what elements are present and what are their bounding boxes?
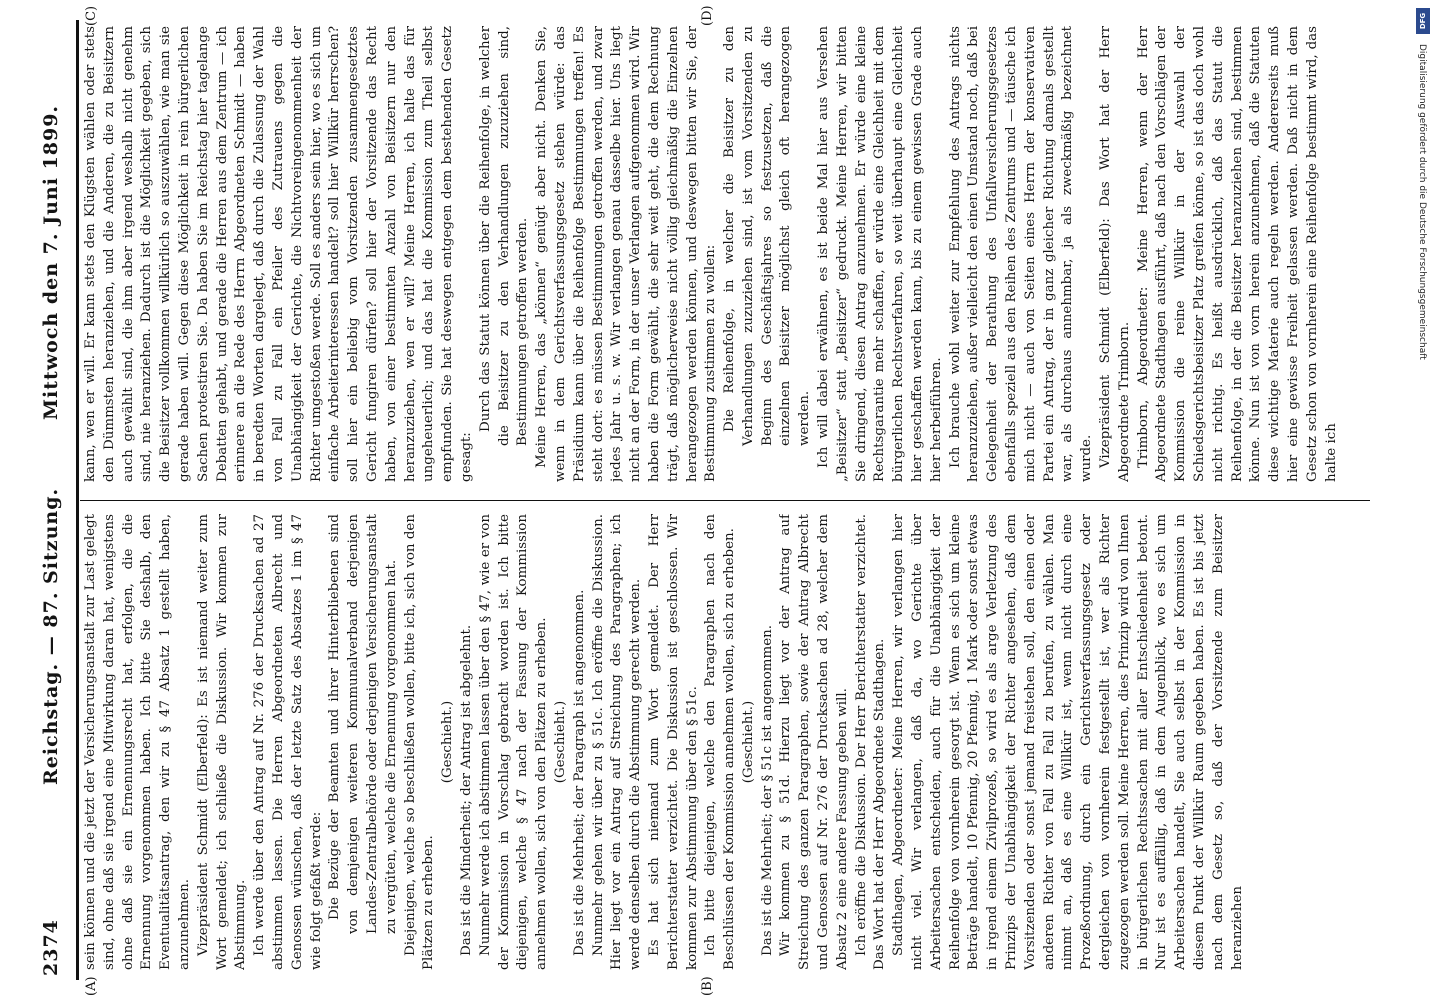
paragraph: Vizepräsident Schmidt (Elberfeld): Das Wort hat der Herr Abgeordnete Trimborn. — [1098, 26, 1132, 482]
procedural-note: (Geschieht.) — [740, 700, 756, 784]
procedural-note: (Geschieht.) — [552, 700, 568, 784]
dfg-logo-icon: DFG — [1416, 8, 1430, 34]
header-title: Reichstag. — 87. Sitzung. — [40, 487, 62, 785]
paragraph: Das ist die Mehrheit; der Paragraph ist angenommen. — [571, 589, 587, 956]
column-divider — [80, 500, 1370, 501]
marker-a: (A) — [84, 976, 99, 996]
paragraph: Ich brauche wohl weiter zur Empfehlung des Antrags nichts heranzuziehen, außer vielleicht den einen Umstand noch, daß bei Gelegenheit der Berathung des Unfallversicherungsgesetzes ebenfalls speziell aus den Reihen des Zentrums und — täusche ich mich nicht — auch von Seiten eines Herrn der konservativen Partei ein Antrag, der in ganz gleicher Richtung damals gestellt war, als durchaus annehmbar, ja als zweckmäßig bezeichnet wurde. — [947, 26, 1095, 482]
page-header — [36, 0, 72, 1000]
digitization-credit — [1414, 8, 1432, 998]
marker-b: (B) — [700, 976, 715, 996]
paragraph: Nunmehr werde ich abstimmen lassen über den § 47, wie er von der Kommission in Vorschlag gebracht worden ist. Ich bitte diejenigen, welche § 47 nach der Fassung der Kommission annehmen wollen, sich von den Plätzen zu erheben. — [477, 514, 550, 970]
quoted-amendment: Die Bezüge der Beamten und ihrer Hinterbliebenen sind von demjenigen weiteren Kommunalverband derjenigen Landes-Zentralbehörde oder derjenigen Versicherungsanstalt zu vergüten, welche die Ernennung vorgenommen hat. — [327, 514, 399, 934]
marker-c: (C) — [84, 5, 99, 26]
page-number: 2374 — [40, 919, 62, 976]
quoted-amendment: Die Reihenfolge, in welcher die Beisitzer zu den Verhandlungen zuzuziehen sind, ist vom Vorsitzenden zu Beginn des Geschäftsjahres so festzusetzen, daß die einzelnen Beisitzer möglichst gleich oft herangezogen werden. — [722, 26, 813, 446]
left-column — [82, 514, 1382, 970]
procedural-note: (Geschieht.) — [440, 700, 456, 784]
paragraph: kann, wen er will. Er kann stets den Klügsten wählen oder stets den Dümmsten heranziehen, und die Anderen, die zu Beisitzern auch gewählt sind, die ihm aber irgend weshalb nicht genehm sind, nie heranziehen. Dadurch ist die Möglichkeit gegeben, sich die Beisitzer vollkommen willkürlich so auszuwählen, wie man sie gerade haben will. Gegen diese Möglichkeit in rein bürgerlichen Sachen protestiren Sie. Da haben Sie im Reichstag hier tagelange Debatten gehabt, und gerade die Herren aus dem Zentrum — ich erinnere an die Rede des Herrn Abgeordneten Schmidt — haben in beredten Worten dargelegt, daß durch die Zulassung der Wahl von Fall zu Fall ein Pfeiler des Zutrauens gegen die Unabhängigkeit der Gerichte, die Nichtvoreingenommenheit der Richter umgestoßen werde. Soll es anders sein hier, wo es sich um einfache Arbeiterinteressen handelt? soll hier Willkür herrschen? soll hier ein beliebig vom Vorsitzenden zusammengesetztes Gericht fungiren dürfen? soll hier der Vorsitzende das Recht haben, von einer bestimmten Anzahl von Beisitzern nur den heranzuziehen, wen er will? Meine Herren, ich halte das für ungeheuerlich; und das hat die Kommission zum Theil selbst empfunden. Sie hat deswegen entgegen dem bestehenden Gesetz gesagt: — [83, 26, 474, 482]
quoted-statute: Durch das Statut können über die Reihenfolge, in welcher die Beisitzer zu den Verhandlungen zuzuziehen sind, Bestimmungen getroffen werden. — [477, 26, 531, 446]
paragraph: Meine Herren, das „können“ genügt aber nicht. Denken Sie, wenn in dem Gerichtsverfassungsgesetz stehen würde: das Präsidium kann über die Reihenfolge Bestimmungen treffen! Es steht dort: es müssen Bestimmungen getroffen werden, und zwar jedes Jahr u. s. w. Wir verlangen genau dasselbe hier. Uns liegt nicht an der Form, in der unser Verlangen aufgenommen wird. Wir haben die Form gewählt, die sehr weit geht, die dem Rechnung trägt, daß möglicherweise nicht völlig gleichmäßig die Einzelnen herangezogen werden können, und deswegen bitten wir Sie, der Bestimmung zustimmen zu wollen: — [534, 26, 719, 482]
paragraph: Vizepräsident Schmidt (Elberfeld): Es ist niemand weiter zum Wort gemeldet; ich schließe die Diskussion. Wir kommen zur Abstimmung. — [195, 514, 249, 970]
paragraph: Diejenigen, welche so beschließen wollen, bitte ich, sich von den Plätzen zu erheben. — [402, 514, 437, 970]
paragraph: Ich eröffne die Diskussion. Der Herr Berichterstatter verzichtet. Das Wort hat der Herr Abgeordnete Stadthagen. — [853, 514, 888, 970]
credit-text: Digitalisierung gefördert durch die Deutsche Forschungsgemeinschaft — [1417, 44, 1427, 360]
paragraph: Es hat sich niemand zum Wort gemeldet. Der Herr Berichterstatter verzichtet. Die Diskussion ist geschlossen. Wir kommen zur Abstimmung über den § 51c. — [646, 514, 700, 970]
header-rule — [76, 20, 79, 980]
paragraph: Das ist die Mehrheit; der § 51c ist angenommen. — [759, 625, 775, 956]
right-column — [82, 26, 1382, 482]
paragraph: Wir kommen zu § 51d. Hierzu liegt vor der Antrag auf Streichung des ganzen Paragraphen, sowie der Antrag Albrecht und Genossen auf Nr. 276 der Drucksachen ad 28, welcher dem Absatz 2 eine andere Fassung geben will. — [778, 514, 850, 970]
paragraph: sein können und die jetzt der Versicherungsanstalt zur Last gelegt sind, ohne daß sie irgend eine Mitwirkung daran hat, wenigstens ohne daß sie ein Ernennungsrecht hat, erfolgen, die die Ernennung vorgenommen haben. Ich bitte Sie deshalb, den Eventualitätsantrag, den wir zu § 47 Absatz 1 gestellt haben, anzunehmen. — [83, 514, 192, 970]
speech-paragraph: Stadthagen, Abgeordneter: Meine Herren, wir verlangen hier nicht viel. Wir verlangen, daß da, wo Gerichte über Arbeitersachen entscheiden, auch für die Unabhängigkeit der Reihenfolge von vornherein gesorgt ist. Wenn es sich um kleine Beträge handelt, 10 Pfennig, 20 Pfennig, 1 Mark oder sonst etwas in irgend einem Zivilprozeß, so wird es als arge Verletzung des Prinzips der Unabhängigkeit der Richter angesehen, daß dem Vorsitzenden oder sonst jemand freistehen soll, den einen oder anderen Richter von Fall zu Fall zu berufen, zu wählen. Man nimmt an, daß es eine Willkür ist, wenn nicht durch eine Prozeßordnung, durch ein Gerichtsverfassungsgesetz oder dergleichen von vornherein festgestellt ist, wer als Richter zugezogen werden soll. Meine Herren, dies Prinzip wird von Ihnen in bürgerlichen Rechtssachen mit aller Entschiedenheit betont. Nur ist es auffällig, daß in dem Augenblick, wo es sich um Arbeitersachen handelt, Sie auch selbst in der Kommission in diesem Punkt der Willkür Raum gegeben haben. Es ist bis jetzt nach dem Gesetz so, daß der Vorsitzende zum Beisitzer heranziehen — [891, 514, 1245, 970]
speech-paragraph: Trimborn, Abgeordneter: Meine Herren, wenn der Herr Abgeordnete Stadthagen ausführt, daß nach den Vorschlägen der Kommission die reine Willkür in der Auswahl der Schiedsgerichtsbeisitzer Platz greifen könne, so ist das doch wohl nicht richtig. Es heißt ausdrücklich, daß das Statut die Reihenfolge, in der die Beisitzer heranzuziehen sind, bestimmen könne. Nun ist von vorn herein anzunehmen, daß die Statuten diese wichtige Materie auch regeln werden. Andererseits muß hier eine gewisse Freiheit gelassen werden. Daß nicht in dem Gesetz schon von vornherein eine Reihenfolge bestimmt wird, das halte ich — [1135, 26, 1339, 482]
paragraph: Ich bitte diejenigen, welche den Paragraphen nach den Beschlüssen der Kommission annehmen wollen, sich zu erheben. — [703, 514, 738, 970]
paragraph: Nunmehr gehen wir über zu § 51c. Ich eröffne die Diskussion. Hier liegt vor ein Antrag auf Streichung des Paragraphen; ich werde denselben durch die Abstimmung gerecht werden. — [590, 514, 644, 970]
paragraph: Das ist die Minderheit; der Antrag ist abgelehnt. — [458, 624, 474, 956]
marker-d: (D) — [700, 5, 715, 26]
paragraph: Ich werde über den Antrag auf Nr. 276 der Drucksachen ad 27 abstimmen lassen. Die Herren Abgeordneten Albrecht und Genossen wünschen, daß der letzte Satz des Absatzes 1 im § 47 wie folgt gefaßt werde: — [252, 514, 324, 970]
paragraph: Ich will dabei erwähnen, es ist beide Mal hier aus Versehen „Beisitzer“ statt „Beisitzer“ gedruckt. Meine Herren, wir bitten Sie dringend, diesen Antrag anzunehmen. Er würde eine kleine Rechtsgarantie mehr schaffen, er würde eine Gleichheit mit dem bürgerlichen Rechtsverfahren, so weit überhaupt eine Gleichheit hier geschaffen werden kann, bis zu einem gewissen Grade auch hier herbeiführen. — [816, 26, 944, 482]
header-date: Mittwoch den 7. Juni 1899. — [40, 104, 62, 420]
